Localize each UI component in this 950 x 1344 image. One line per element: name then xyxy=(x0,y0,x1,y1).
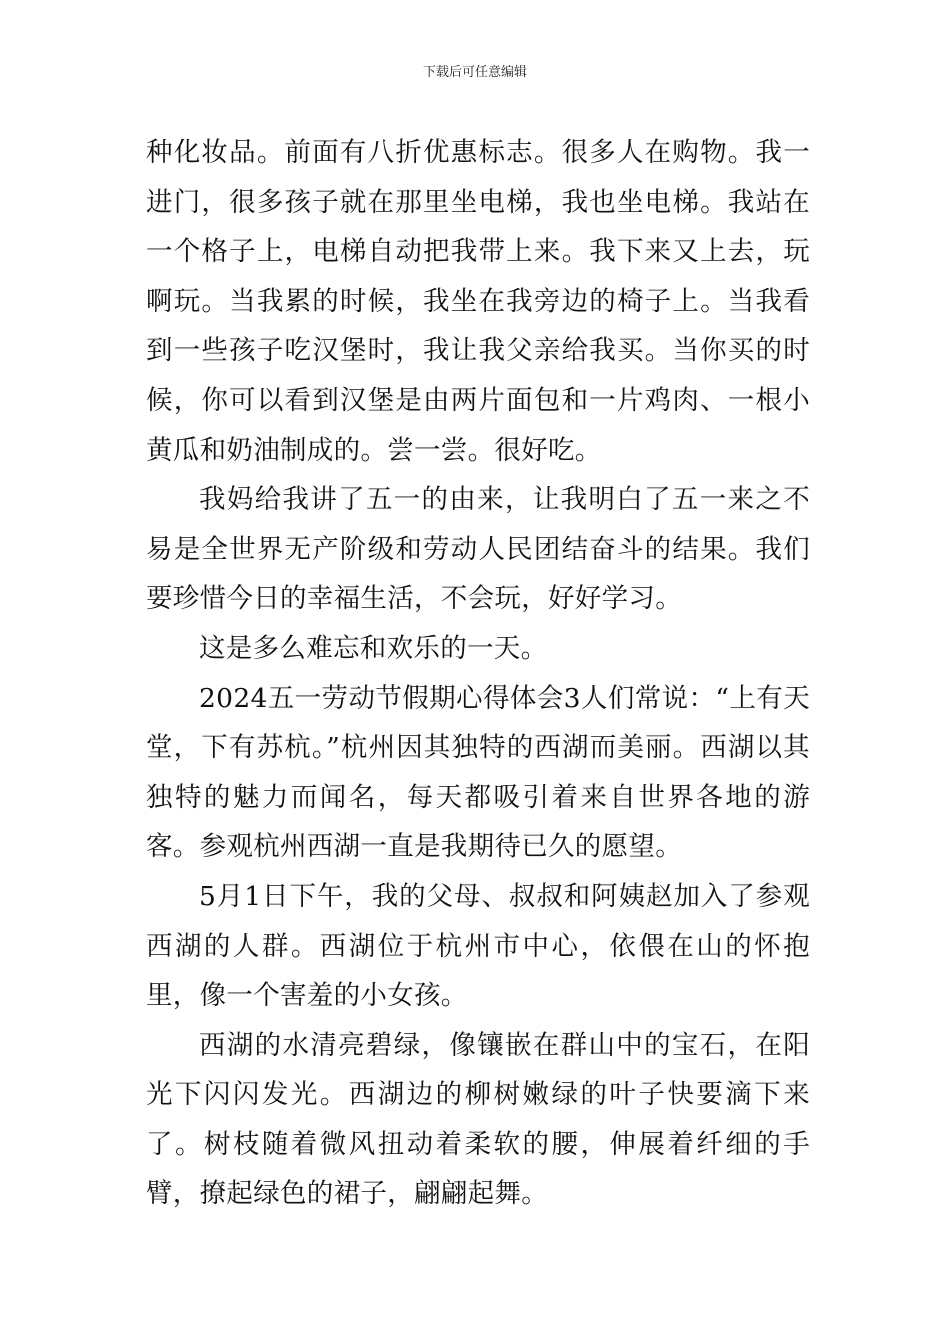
paragraph: 这是多么难忘和欢乐的一天。 xyxy=(199,632,548,664)
paragraph: 5月1日下午，我的父母、叔叔和阿姨赵加入了参观西湖的人群。西湖位于杭州市中心，依偎在山的怀抱里，像一个害羞的小女孩。 xyxy=(146,880,810,1012)
document-body xyxy=(146,128,810,1219)
paragraph: 我妈给我讲了五一的由来，让我明白了五一来之不易是全世界无产阶级和劳动人民团结奋斗的结果。我们要珍惜今日的幸福生活，不会玩，好好学习。 xyxy=(146,484,810,615)
paragraph-continued: 种化妆品。前面有八折优惠标志。很多人在购物。我一进门，很多孩子就在那里坐电梯，我也坐电梯。我站在一个格子上，电梯自动把我带上来。我下来又上去，玩啊玩。当我累的时候，我坐在我旁边的椅子上。当我看到一些孩子吃汉堡时，我让我父亲给我买。当你买的时候，你可以看到汉堡是由两片面包和一片鸡肉、一根小黄瓜和奶油制成的。尝一尝。很好吃。 xyxy=(146,137,810,466)
paragraph: 西湖的水清亮碧绿，像镶嵌在群山中的宝石，在阳光下闪闪发光。西湖边的柳树嫩绿的叶子快要滴下来了。树枝随着微风扭动着柔软的腰，伸展着纤细的手臂，撩起绿色的裙子，翩翩起舞。 xyxy=(146,1029,810,1210)
paragraph: 2024五一劳动节假期心得体会3人们常说：“上有天堂，下有苏杭。”杭州因其独特的西湖而美丽。西湖以其独特的魅力而闻名，每天都吸引着来自世界各地的游客。参观杭州西湖一直是我期待已久的愿望。 xyxy=(146,682,810,863)
page-header-note: 下载后可任意编辑 xyxy=(422,65,527,80)
